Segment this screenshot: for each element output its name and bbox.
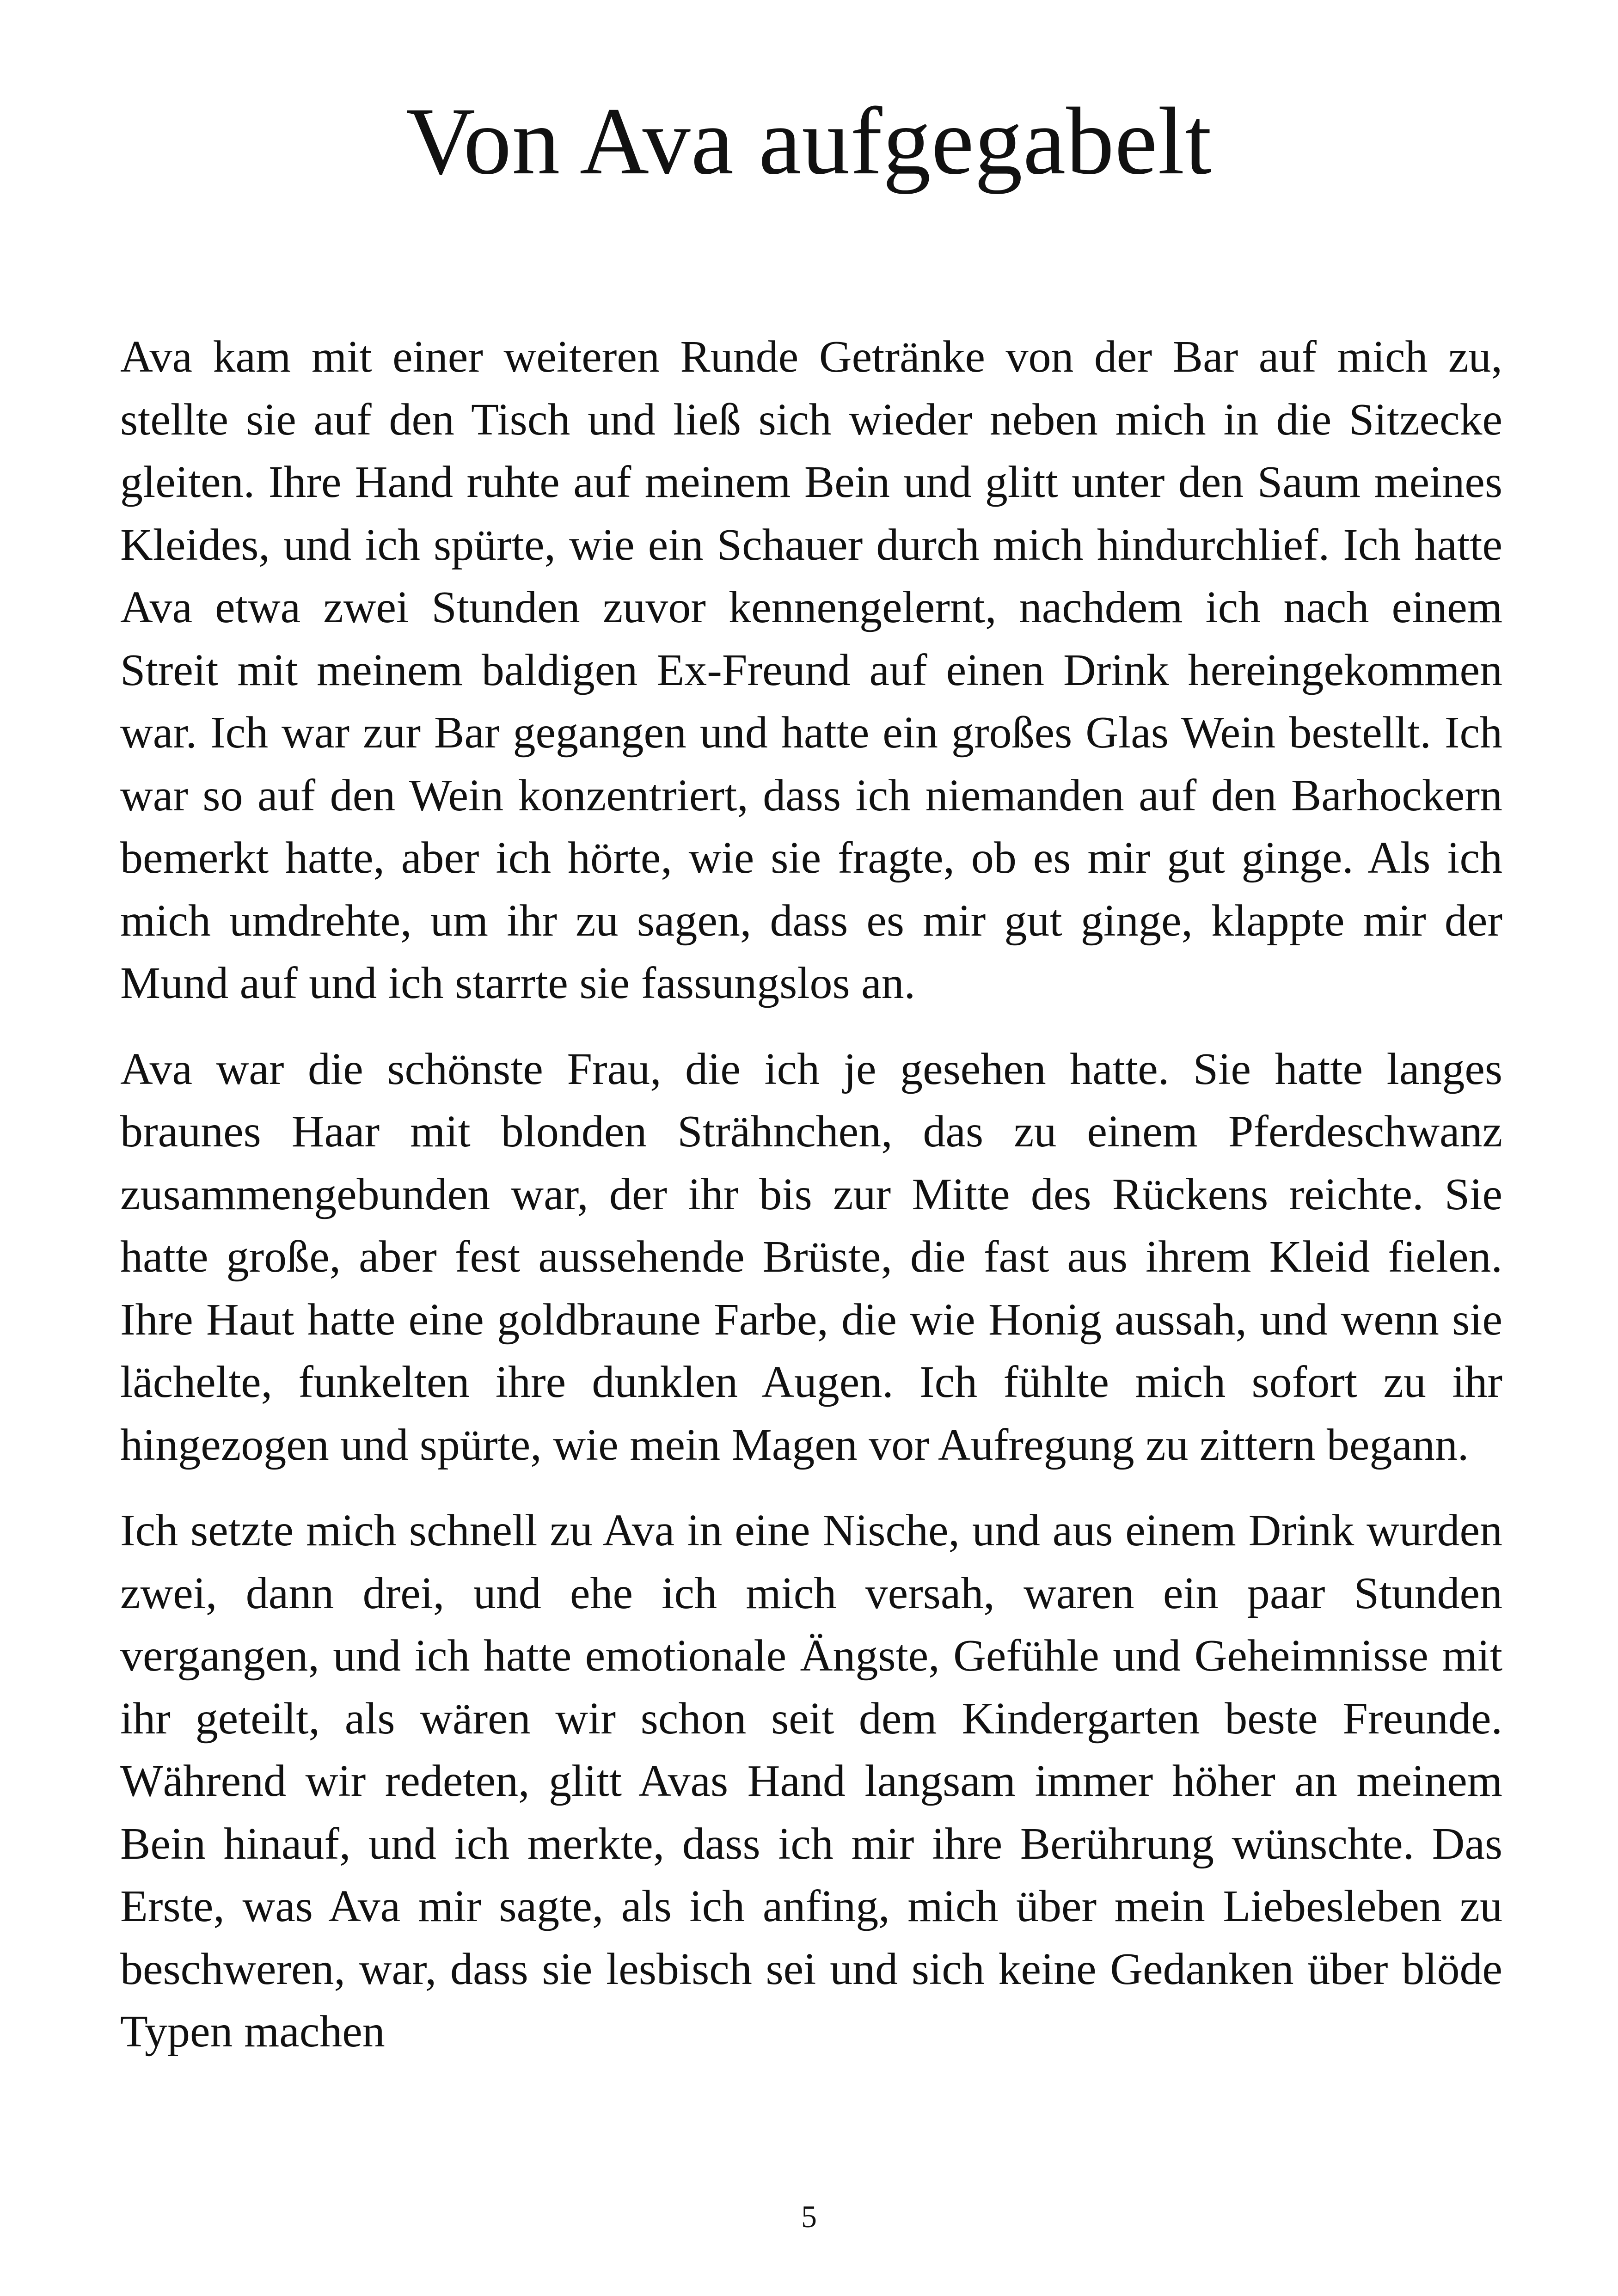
page-number: 5 <box>801 2199 817 2234</box>
paragraph-2: Ava war die schönste Frau, die ich je gesehen hatte. Sie hatte langes braunes Haar mit blonden Strähnchen, das zu einem Pferdeschwanz zusammengebunden war, der ihr bis zur Mitte des Rückens reichte. Sie hatte große, aber fest aussehende Brüste, die fast aus ihrem Kleid fielen. Ihre Haut hatte eine goldbraune Farbe, die wie Honig aussah, und wenn sie lächelte, funkelten ihre dunklen Augen. Ich fühlte mich sofort zu ihr hingezogen und spürte, wie mein Magen vor Aufregung zu zittern begann. <box>120 1044 1502 1470</box>
paragraph-1: Ava kam mit einer weiteren Runde Getränke von der Bar auf mich zu, stellte sie auf den Tisch und ließ sich wieder neben mich in die Sitzecke gleiten. Ihre Hand ruhte auf meinem Bein und glitt unter den Saum meines Kleides, und ich spürte, wie ein Schauer durch mich hindurchlief. Ich hatte Ava etwa zwei Stunden zuvor kennengelernt, nachdem ich nach einem Streit mit meinem baldigen Ex-Freund auf einen Drink hereingekommen war. Ich war zur Bar gegangen und hatte ein großes Glas Wein bestellt. Ich war so auf den Wein konzentriert, dass ich niemanden auf den Barhockern bemerkt hatte, aber ich hörte, wie sie fragte, ob es mir gut ginge. Als ich mich umdrehte, um ihr zu sagen, dass es mir gut ginge, klappte mir der Mund auf und ich starrte sie fassungslos an. <box>120 332 1502 1008</box>
body-text <box>120 326 1502 2087</box>
chapter-title: Von Ava aufgegabelt <box>405 88 1213 194</box>
paragraph-3: Ich setzte mich schnell zu Ava in eine Nische, und aus einem Drink wurden zwei, dann drei, und ehe ich mich versah, waren ein paar Stunden vergangen, und ich hatte emotionale Ängste, Gefühle und Geheimnisse mit ihr geteilt, als wären wir schon seit dem Kindergarten beste Freunde. Während wir redeten, glitt Avas Hand langsam immer höher an meinem Bein hinauf, und ich merkte, dass ich mir ihre Berührung wünschte. Das Erste, was Ava mir sagte, als ich anfing, mich über mein Liebesleben zu beschweren, war, dass sie lesbisch sei und sich keine Gedanken über blöde Typen machen <box>120 1506 1502 2057</box>
